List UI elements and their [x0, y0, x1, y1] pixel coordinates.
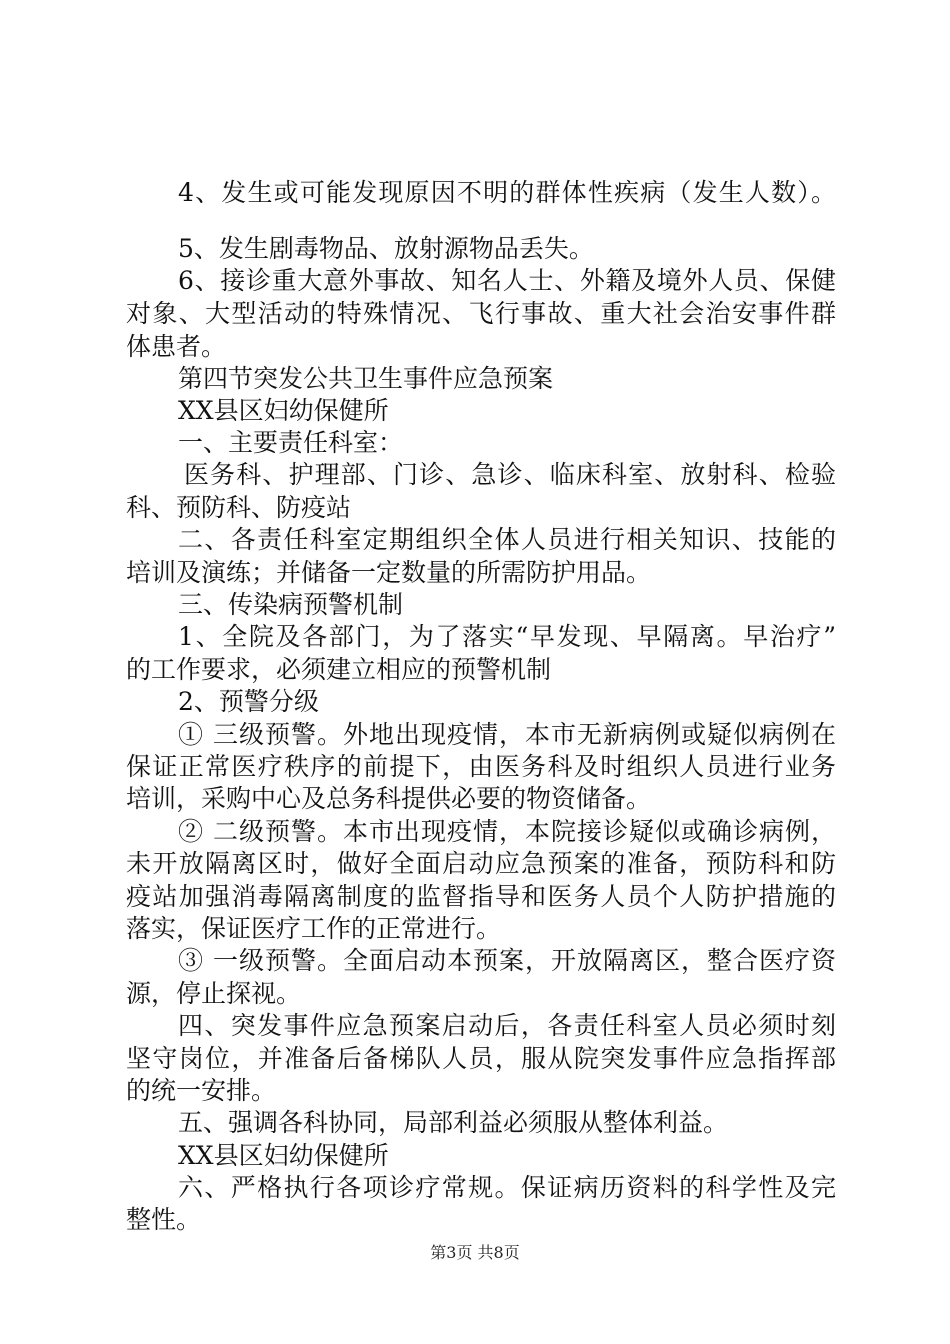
text-line: 培训，采购中心及总务科提供必要的物资储备。: [126, 784, 652, 813]
org-name: XX县区妇幼保健所: [178, 396, 389, 425]
text-line: 一、主要责任科室：: [178, 428, 404, 457]
text-line: 体患者。: [126, 332, 227, 361]
text-line: 保证正常医疗秩序的前提下，由医务科及时组织人员进行业务: [126, 752, 836, 781]
text-line: 6、接诊重大意外事故、知名人士、外籍及境外人员、保健: [178, 266, 836, 295]
text-line: 培训及演练；并储备一定数量的所需防护用品。: [126, 558, 652, 587]
text-line: 的统一安排。: [126, 1076, 277, 1105]
text-line: ① 三级预警。外地出现疫情，本市无新病例或疑似病例在: [178, 720, 836, 749]
text-line: 未开放隔离区时，做好全面启动应急预案的准备，预防科和防: [126, 849, 836, 878]
section-heading: 第四节突发公共卫生事件应急预案: [178, 364, 554, 393]
text-line: ③ 一级预警。全面启动本预案，开放隔离区，整合医疗资: [178, 946, 836, 975]
text-line: 六、严格执行各项诊疗常规。保证病历资料的科学性及完: [178, 1173, 836, 1202]
text-line: 对象、大型活动的特殊情况、飞行事故、重大社会治安事件群: [126, 299, 836, 328]
text-line: 4、发生或可能发现原因不明的群体性疾病（发生人数）。: [178, 178, 836, 207]
text-line: 5、发生剧毒物品、放射源物品丢失。: [178, 234, 594, 263]
page-number-footer: 第3页 共8页: [430, 1243, 520, 1262]
text-line: 1、全院及各部门，为了落实“早发现、早隔离。早治疗”: [178, 622, 836, 651]
text-line: 疫站加强消毒隔离制度的监督指导和医务人员个人防护措施的: [126, 882, 836, 911]
text-line: ② 二级预警。本市出现疫情，本院接诊疑似或确诊病例，: [178, 817, 836, 846]
text-line: 落实，保证医疗工作的正常进行。: [126, 914, 502, 943]
text-line: 四、突发事件应急预案启动后，各责任科室人员必须时刻: [178, 1011, 836, 1040]
text-line: 2、预警分级: [178, 687, 319, 716]
text-line: 整性。: [126, 1205, 202, 1234]
text-line: 的工作要求，必须建立相应的预警机制: [126, 655, 552, 684]
text-line: 坚守岗位，并准备后备梯队人员，服从院突发事件应急指挥部: [126, 1044, 836, 1073]
text-line: 源，停止探视。: [126, 979, 302, 1008]
text-line: 五、强调各科协同，局部利益必须服从整体利益。: [178, 1108, 729, 1137]
org-name: XX县区妇幼保健所: [178, 1141, 389, 1170]
text-line: 医务科、护理部、门诊、急诊、临床科室、放射科、检验: [184, 460, 836, 489]
text-line: 二、各责任科室定期组织全体人员进行相关知识、技能的: [178, 525, 836, 554]
text-line: 三、传染病预警机制: [178, 590, 404, 619]
text-line: 科、预防科、防疫站: [126, 493, 352, 522]
